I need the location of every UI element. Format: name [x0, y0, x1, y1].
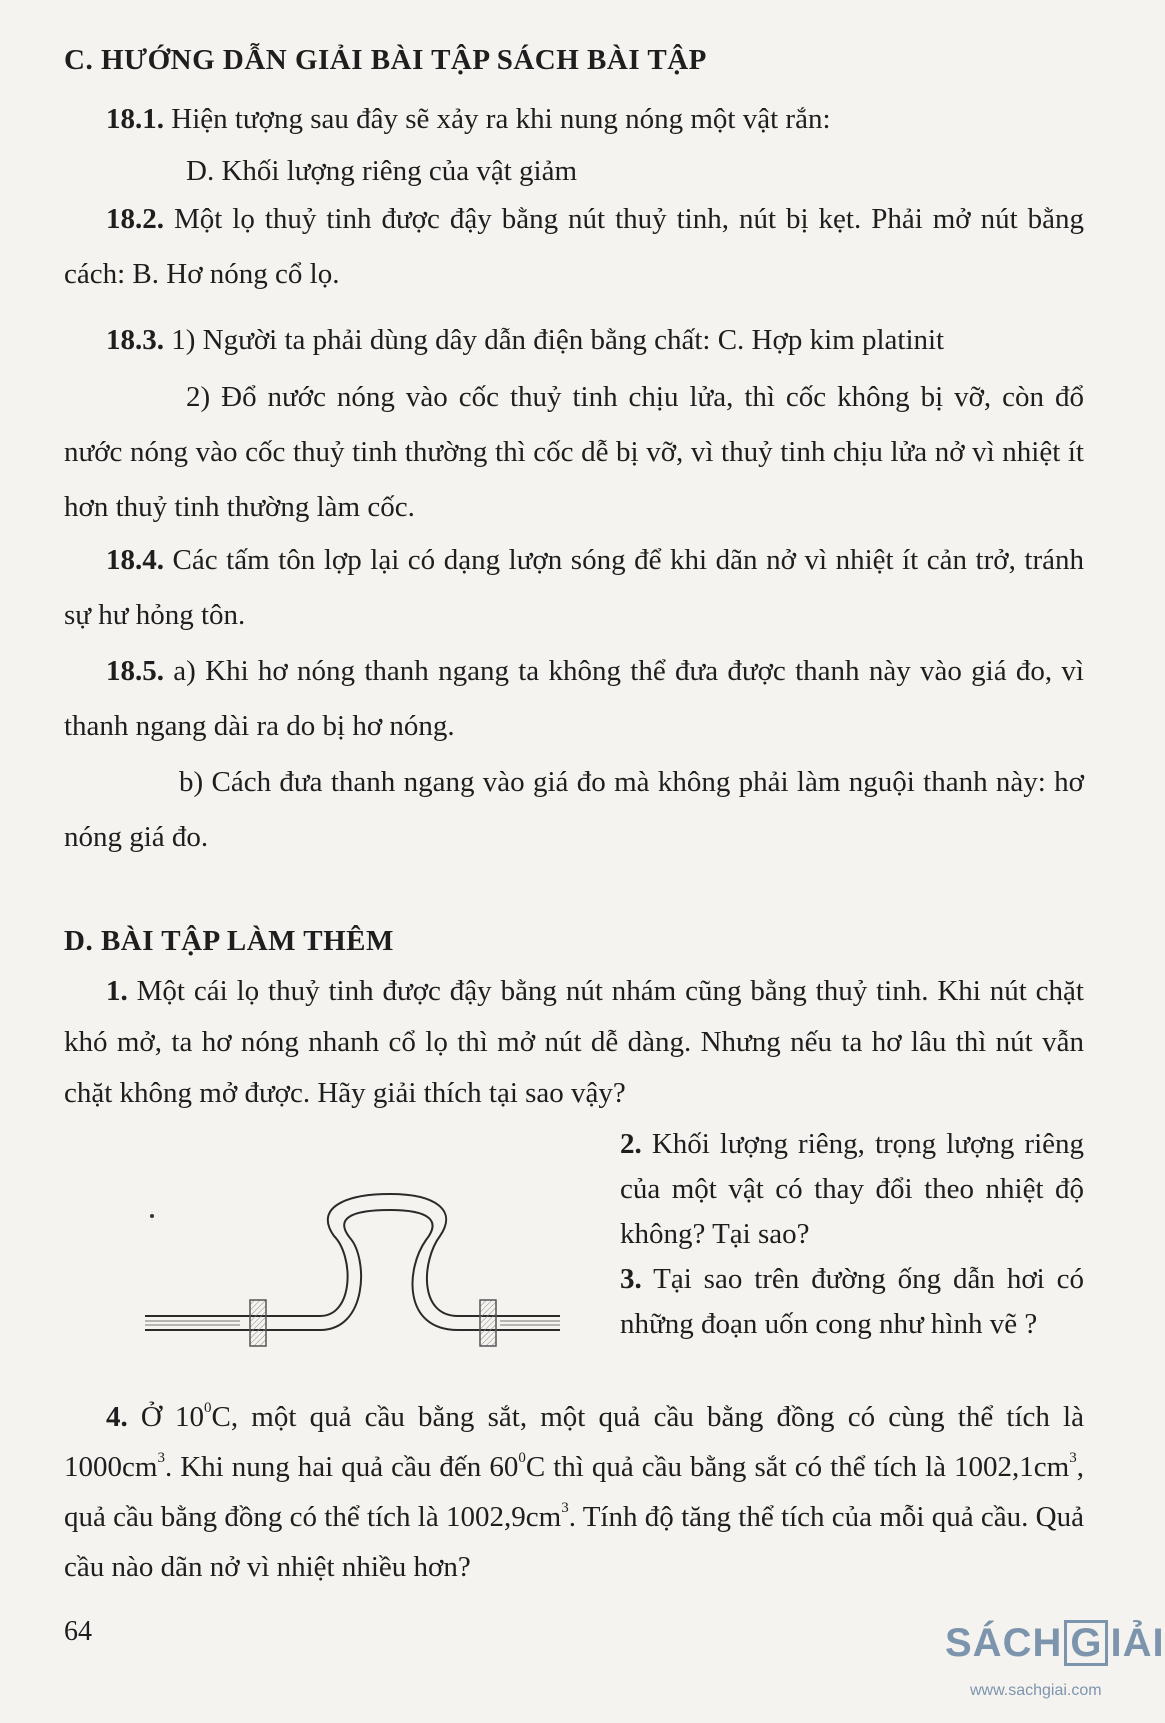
exercise-18-3 — [64, 313, 1084, 368]
exercise-18-3-part2: 2) Đổ nước nóng vào cốc thuỷ tinh chịu lửa, thì cốc không bị vỡ, còn đổ nước nóng vào cốc thuỷ tinh thường thì cốc dễ bị vỡ, vì thuỷ tinh chịu lửa nở vì nhiệt ít hơn thuỷ tinh thường làm cốc. — [64, 381, 1084, 523]
exercise-18-1-answer: D. Khối lượng riêng của vật giảm — [186, 155, 578, 187]
exercise-number: 18.4. — [106, 544, 164, 576]
exercise-text: 1) Người ta phải dùng dây dẫn điện bằng chất: C. Hợp kim platinit — [164, 324, 945, 356]
exercise-18-5 — [64, 644, 1084, 754]
exercise-text: Hiện tượng sau đây sẽ xảy ra khi nung nóng một vật rắn: — [164, 103, 831, 135]
bent-pipe-icon — [145, 1194, 560, 1330]
exercise-18-1 — [64, 92, 1084, 147]
exercise-number: 3. — [620, 1263, 642, 1295]
exercise-text: . Khi nung hai quả cầu đến 60 — [164, 1451, 519, 1483]
right-column-questions — [620, 1122, 1084, 1347]
degree-superscript: 0 — [518, 1450, 526, 1467]
logo-box-letter: G — [1064, 1620, 1108, 1666]
cube-superscript: 3 — [157, 1450, 165, 1467]
logo-text: IẢI — [1110, 1621, 1165, 1665]
watermark-url: www.sachgiai.com — [970, 1682, 1102, 1699]
exercise-number: 18.2. — [106, 203, 164, 235]
exercise-18-5-part-b: b) Cách đưa thanh ngang vào giá đo mà không phải làm nguội thanh này: hơ nóng giá đo. — [64, 766, 1084, 853]
extra-exercise-4 — [64, 1392, 1084, 1592]
section-d-title: D. BÀI TẬP LÀM THÊM — [64, 925, 394, 957]
cube-superscript: 3 — [1069, 1450, 1077, 1467]
watermark-logo — [945, 1620, 1165, 1666]
exercise-number: 2. — [620, 1128, 642, 1160]
exercise-text: Khối lượng riêng, trọng lượng riêng của một vật có thay đổi theo nhiệt độ không? Tại sao? — [620, 1128, 1084, 1250]
exercise-text: Một lọ thuỷ tinh được đậy bằng nút thuỷ tinh, nút bị kẹt. Phải mở nút bằng cách: B. Hơ nóng cổ lọ. — [64, 203, 1084, 290]
page-number: 64 — [64, 1616, 92, 1647]
exercise-18-2 — [64, 192, 1084, 302]
ink-dot — [150, 1214, 154, 1218]
exercise-text: a) Khi hơ nóng thanh ngang ta không thể đưa được thanh này vào giá đo, vì thanh ngang dài ra do bị hơ nóng. — [64, 655, 1084, 742]
exercise-text: Tại sao trên đường ống dẫn hơi có những đoạn uốn cong như hình vẽ ? — [620, 1263, 1084, 1340]
left-support-clamp — [250, 1300, 266, 1346]
steam-pipe-figure — [140, 1188, 560, 1358]
exercise-text: . Tính độ tăng thể tích của mỗi quả cầu. Quả cầu nào dãn nở vì nhiệt nhiều hơn? — [64, 1501, 1084, 1583]
exercise-text: C thì quả cầu bằng sắt có thể tích là 1002,1cm — [525, 1451, 1070, 1483]
sachgiai-watermark — [945, 1620, 1165, 1715]
exercise-number: 4. — [106, 1401, 128, 1433]
exercise-18-4 — [64, 533, 1084, 643]
exercise-text: Ở 10 — [127, 1401, 205, 1433]
right-support-clamp — [480, 1300, 496, 1346]
cube-superscript: 3 — [561, 1500, 569, 1517]
extra-exercise-3 — [620, 1257, 1084, 1347]
degree-superscript: 0 — [204, 1400, 212, 1417]
exercise-number: 1. — [106, 975, 128, 1007]
logo-text: SÁCH — [945, 1621, 1063, 1665]
extra-exercise-2 — [620, 1122, 1084, 1257]
extra-exercise-1 — [64, 966, 1084, 1119]
exercise-number: 18.1. — [106, 103, 164, 135]
exercise-number: 18.3. — [106, 324, 164, 356]
exercise-number: 18.5. — [106, 655, 164, 687]
exercise-text: , quả cầu bằng đồng có thể tích là 1002,9cm — [64, 1451, 1084, 1533]
exercise-text: C, một quả cầu bằng sắt, một quả cầu bằng đồng có cùng thể tích là 1000cm — [64, 1401, 1084, 1483]
section-c-title: C. HƯỚNG DẪN GIẢI BÀI TẬP SÁCH BÀI TẬP — [64, 44, 707, 76]
exercise-text: Một cái lọ thuỷ tinh được đậy bằng nút nhám cũng bằng thuỷ tinh. Khi nút chặt khó mở, ta hơ nóng nhanh cổ lọ thì mở nút dễ dàng. Nhưng nếu ta hơ lâu thì nút vẫn chặt không mở được. Hãy giải thích tại sao vậy? — [64, 975, 1084, 1109]
exercise-text: Các tấm tôn lợp lại có dạng lượn sóng để khi dãn nở vì nhiệt ít cản trở, tránh sự hư hỏng tôn. — [64, 544, 1084, 631]
